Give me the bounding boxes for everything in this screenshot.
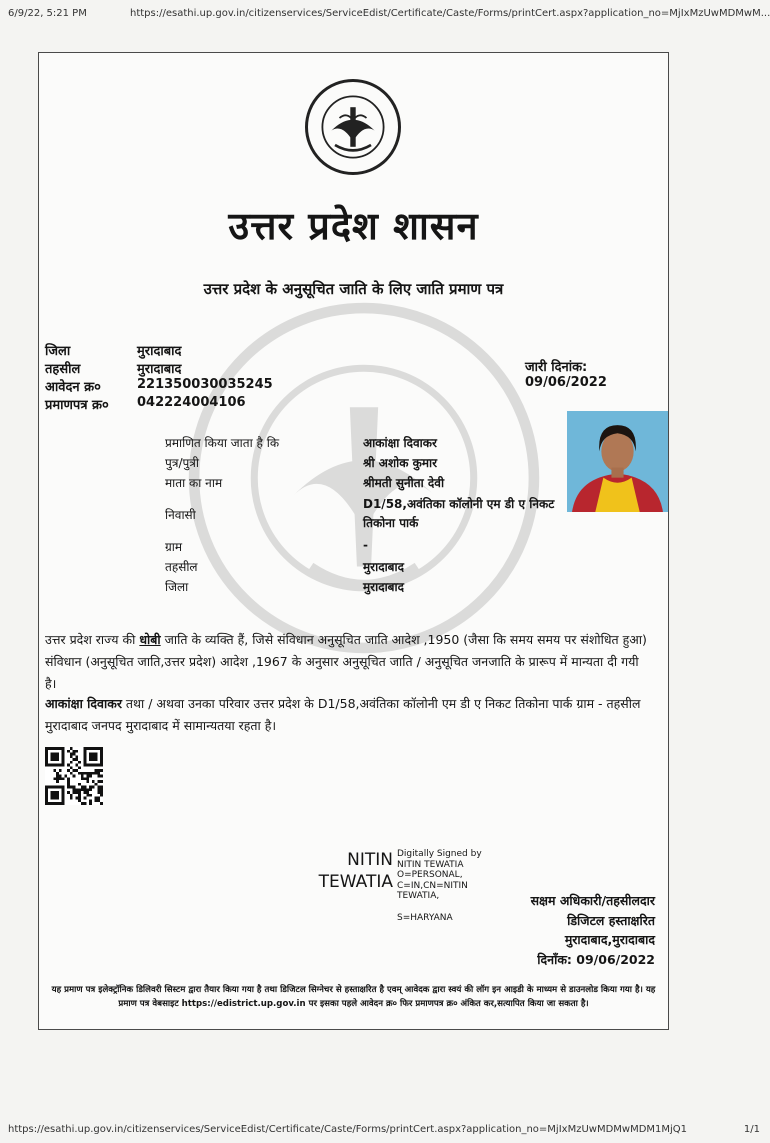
certificate-meta <box>45 341 273 413</box>
officer-line: सक्षम अधिकारी/तहसीलदार <box>530 893 655 908</box>
signer-name <box>303 849 393 893</box>
signature-state: S=HARYANA <box>397 913 453 923</box>
sig-detail-line: TEWATIA, <box>397 891 440 901</box>
meta-row-certificate-no <box>45 395 273 413</box>
detail-value: मुरादाबाद <box>363 580 405 594</box>
certificate-frame <box>38 52 669 1030</box>
page-count: 1/1 <box>743 1124 760 1135</box>
caste-name: धोबी <box>139 632 161 647</box>
detail-row <box>165 474 563 494</box>
meta-value: मुरादाबाद <box>137 344 182 359</box>
detail-label: ग्राम <box>165 540 183 554</box>
detail-label: जिला <box>165 580 189 594</box>
meta-value: 042224004106 <box>137 395 246 410</box>
officer-line: दिनाँक: 09/06/2022 <box>537 951 655 967</box>
detail-label: प्रमाणित किया जाता है कि <box>165 436 280 450</box>
verification-note: यह प्रमाण पत्र इलेक्ट्रॉनिक डिलिवरी सिस्टम द्वारा तैयार किया गया है तथा डिजिटल सिग्नेचर से हस्ताक्षरित है एवम् आवेदक द्वारा स्वयं की लॉग इन आइडी के माध्यम से डाउनलोड किया गया है। यह प्रमाण पत्र वेबसाइट https://edistrict.up.gov.in पर इसका पहले आवेदन क्र० फिर प्रमाणपत्र क्र० अंकित कर,सत्यापित किया जा सकता है। <box>51 985 656 1009</box>
meta-row-tehsil <box>45 359 273 377</box>
detail-row <box>165 578 563 598</box>
caste-statement-before: उत्तर प्रदेश राज्य की <box>45 632 140 647</box>
meta-label: आवेदन क्र० <box>45 380 101 395</box>
meta-label: प्रमाणपत्र क्र० <box>45 398 109 413</box>
caste-statement <box>45 629 651 695</box>
issue-date: जारी दिनांक: 09/06/2022 <box>525 360 607 390</box>
detail-label: तहसील <box>165 560 198 574</box>
sig-detail-line: C=IN,CN=NITIN <box>397 880 468 891</box>
applicant-name: आकांक्षा दिवाकर <box>45 696 122 711</box>
applicant-details <box>165 434 563 598</box>
detail-label: निवासी <box>165 507 196 522</box>
residence-text: तथा / अथवा उनका परिवार उत्तर प्रदेश के D1/58,अवंतिका कॉलोनी एम डी ए निकट तिकोना पार्क ग्राम - तहसील मुरादाबाद जनपद मुरादाबाद में सामान्यतया रहता है। <box>45 696 641 733</box>
detail-value: मुरादाबाद <box>363 560 405 574</box>
detail-value: श्री अशोक कुमार <box>363 456 438 470</box>
applicant-photo <box>567 411 668 512</box>
print-datetime: 6/9/22, 5:21 PM <box>8 8 87 19</box>
detail-row <box>165 434 563 454</box>
detail-value: D1/58,अवंतिका कॉलोनी एम डी ए निकट तिकोना पार्क <box>363 497 555 530</box>
detail-row <box>165 558 563 578</box>
meta-label: तहसील <box>45 362 81 377</box>
print-url-header: https://esathi.up.gov.in/citizenservices/ServiceEdist/Certificate/Caste/Forms/printCert.aspx?application_no=MjIxMzUwMDMwM... <box>130 8 770 19</box>
up-government-seal <box>305 79 401 175</box>
officer-line: डिजिटल हस्ताक्षरित <box>567 912 655 928</box>
issuing-officer <box>505 891 655 969</box>
government-title: उत्तर प्रदेश शासन <box>228 203 479 248</box>
detail-label: पुत्र/पुत्री <box>165 456 200 470</box>
detail-row <box>165 538 563 558</box>
detail-value: आकांक्षा दिवाकर <box>363 436 437 450</box>
residence-statement <box>45 693 651 737</box>
caste-statement-after: जाति के व्यक्ति हैं, जिसे संविधान अनुसूचित जाति आदेश ,1950 (जैसा कि समय समय पर संशोधित हुआ) संविधान (अनुसूचित जाति,उत्तर प्रदेश) आदेश ,1967 के अनुसार अनुसूचित जाति / अनुसूचित जनजाति के प्रारूप में मान्यता दी गयी है। <box>45 632 647 691</box>
print-url-footer: https://esathi.up.gov.in/citizenservices/ServiceEdist/Certificate/Caste/Forms/printCert.aspx?application_no=MjIxMzUwMDMwMDM1MjQ1 <box>8 1124 688 1135</box>
detail-row <box>165 454 563 474</box>
meta-row-district <box>45 341 273 359</box>
detail-value: श्रीमती सुनीता देवी <box>363 476 445 490</box>
signer-name-line2: TEWATIA <box>318 872 393 892</box>
signer-name-line1: NITIN <box>347 850 393 870</box>
meta-row-application-no <box>45 377 273 395</box>
sig-detail-line: O=PERSONAL, <box>397 870 463 880</box>
sig-detail-line: Digitally Signed by <box>397 849 482 859</box>
meta-value: मुरादाबाद <box>137 362 182 377</box>
meta-label: जिला <box>45 344 71 359</box>
sig-detail-line: NITIN TEWATIA <box>397 859 464 870</box>
digital-signature-details <box>397 849 482 902</box>
certificate-title: उत्तर प्रदेश के अनुसूचित जाति के लिए जाति प्रमाण पत्र <box>203 280 504 298</box>
officer-line: मुरादाबाद,मुरादाबाद <box>564 932 655 947</box>
detail-label: माता का नाम <box>165 476 223 490</box>
meta-value: 22135003003524​5 <box>137 377 273 392</box>
qr-code <box>45 747 103 805</box>
detail-value: - <box>363 538 368 552</box>
detail-row <box>165 494 563 534</box>
